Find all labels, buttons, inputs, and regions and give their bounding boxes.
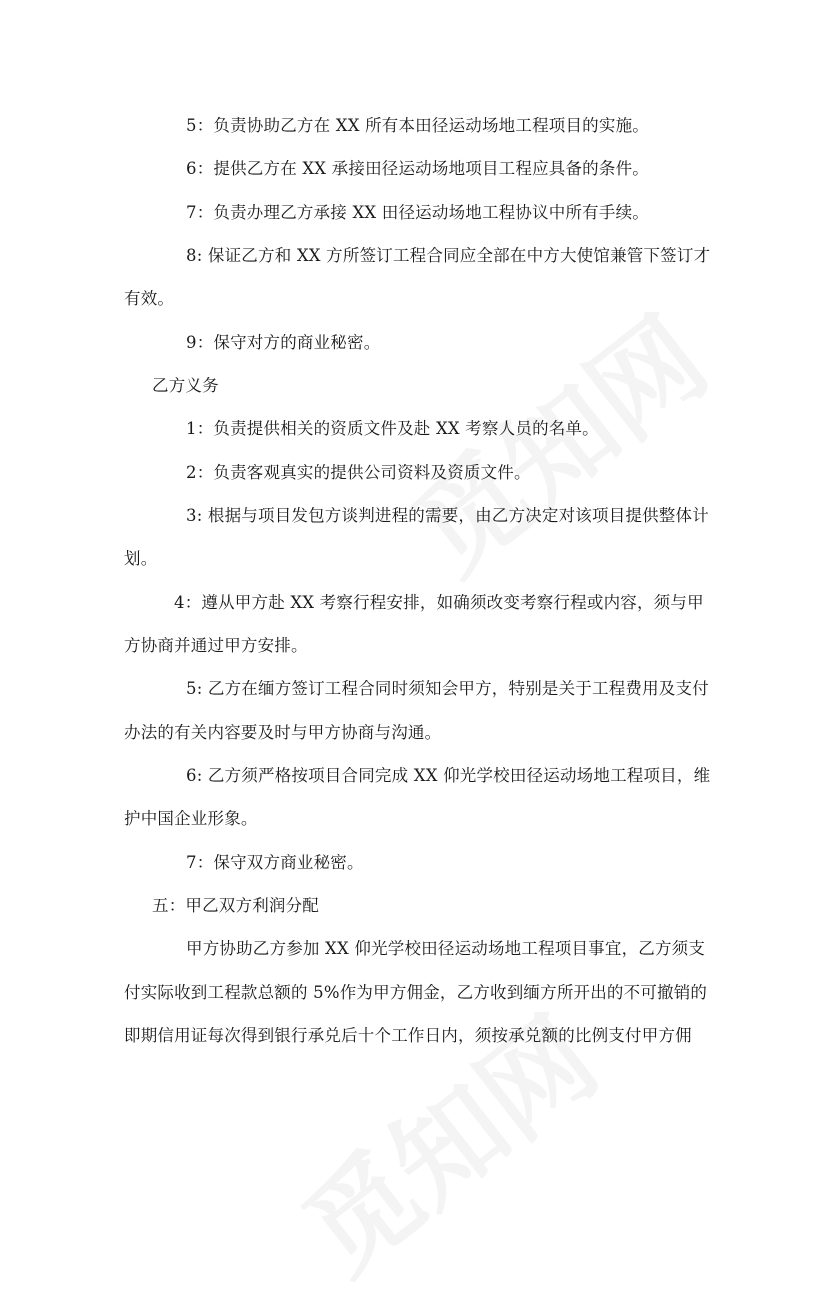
paragraph-line: 7：保守双方商业秘密。	[186, 853, 364, 872]
paragraph-line: 1：负责提供相关的资质文件及赴 XX 考察人员的名单。	[186, 419, 599, 438]
paragraph-line: 护中国企业形象。	[124, 809, 258, 828]
paragraph-line: 5：负责协助乙方在 XX 所有本田径运动场地工程项目的实施。	[186, 116, 649, 135]
paragraph-line: 5: 乙方在缅方签订工程合同时须知会甲方，特别是关于工程费用及支付	[186, 679, 709, 698]
paragraph-line: 6: 乙方须严格按项目合同完成 XX 仰光学校田径运动场地工程项目，维	[186, 766, 711, 785]
paragraph-line: 有效。	[124, 289, 175, 308]
section-heading: 乙方义务	[152, 376, 219, 395]
paragraph-line: 3: 根据与项目发包方谈判进程的需要，由乙方决定对该项目提供整体计	[186, 506, 709, 525]
paragraph-line: 2：负责客观真实的提供公司资料及资质文件。	[186, 463, 531, 482]
paragraph-line: 甲方协助乙方参加 XX 仰光学校田径运动场地工程项目事宜，乙方须支	[186, 939, 706, 958]
paragraph-line: 8: 保证乙方和 XX 方所签订工程合同应全部在中方大使馆兼管下签订才	[186, 246, 711, 265]
paragraph-line: 6：提供乙方在 XX 承接田径运动场地项目工程应具备的条件。	[186, 159, 649, 178]
paragraph-line: 9：保守对方的商业秘密。	[186, 333, 381, 352]
paragraph-line: 4：遵从甲方赴 XX 考察行程安排，如确须改变考察行程或内容，须与甲	[174, 593, 704, 612]
section-heading: 五：甲乙双方利润分配	[152, 896, 319, 915]
paragraph-line: 即期信用证每次得到银行承兑后十个工作日内，须按承兑额的比例支付甲方佣	[124, 1026, 692, 1045]
paragraph-line: 付实际收到工程款总额的 5%作为甲方佣金，乙方收到缅方所开出的不可撤销的	[124, 983, 708, 1002]
paragraph-line: 划。	[124, 549, 158, 568]
paragraph-line: 办法的有关内容要及时与甲方协商与沟通。	[124, 723, 442, 742]
paragraph-line: 方协商并通过甲方安排。	[124, 636, 308, 655]
paragraph-line: 7：负责办理乙方承接 XX 田径运动场地工程协议中所有手续。	[186, 203, 649, 222]
